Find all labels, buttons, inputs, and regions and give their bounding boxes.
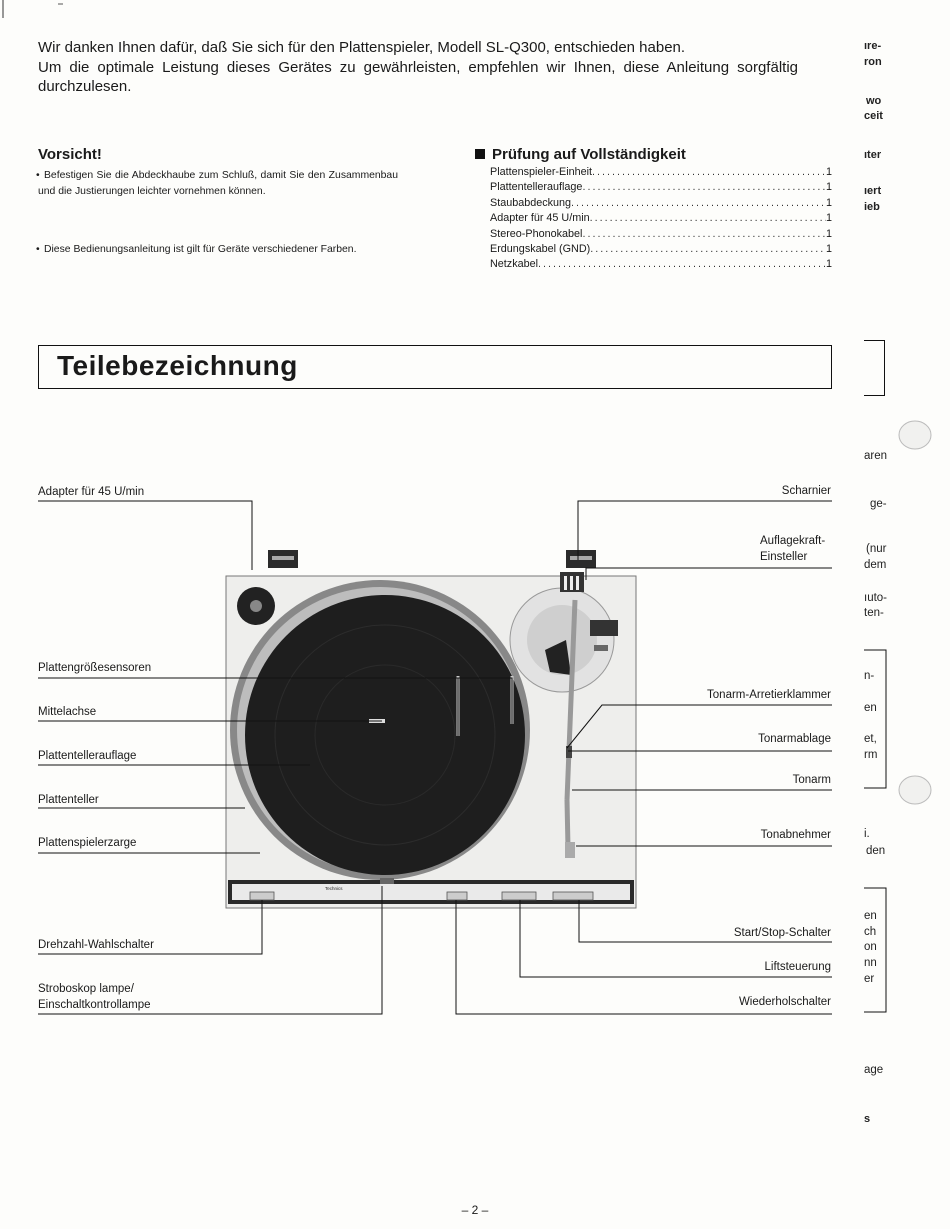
edge-text: den [866,845,886,857]
page-number: – 2 – [461,1203,489,1217]
caution-heading: Vorsicht! [38,146,102,163]
edge-text: wo [866,95,882,107]
edge-text: ieb [864,201,880,213]
edge-text: aren [864,450,888,462]
cartridge [565,842,575,858]
caution-item-2: • Diese Bedienungsanleitung ist gilt für Geräte verschiedener Farben. [38,242,398,258]
edge-text: n- [864,670,875,682]
edge-text: ge- [870,498,887,510]
platter-mat [245,595,525,875]
label-force-1: Auflagekraft- [760,535,826,547]
edge-text: on [864,941,877,953]
leader-adapter [38,501,252,570]
edge-text: age [864,1064,884,1076]
edge-text: (nur [866,543,887,555]
checklist-row: Plattenspieler-Einheit . . . 1 [490,166,832,181]
caution-item-1: • Befestigen Sie die Abdeckhaube zum Schluß, damit Sie den Zusammenbau und die Justierungen leichter vornehmen können. [36,170,398,197]
label-sensors: Plattengrößesensoren [38,662,152,674]
checklist-heading: Prüfung auf Vollständigkeit [475,146,686,163]
edge-text: en [864,910,877,922]
punch-hole [899,776,931,804]
edge-text: ch [864,926,877,938]
label-mat: Plattentellerauflage [38,750,137,762]
label-start-stop: Start/Stop-Schalter [733,927,831,939]
label-spindle: Mittelachse [38,706,97,718]
bullet-icon: • [36,244,40,255]
label-arm-rest: Tonarmablage [758,733,831,745]
checklist-row: Plattentellerauflage . . . 1 [490,181,832,196]
label-adapter: Adapter für 45 U/min [38,486,145,498]
edge-text: i. [864,828,870,840]
checklist-row: Netzkabel . . . 1 [490,258,832,273]
edge-text: en [864,702,877,714]
edge-text: ıter [864,149,882,161]
section-title: Teilebezeichnung [57,350,298,381]
edge-text: ıre- [864,40,882,52]
checklist-row: Erdungskabel (GND) . . . 1 [490,243,832,258]
label-platter: Plattenteller [38,794,99,806]
label-hinge: Scharnier [781,485,831,497]
edge-text: ıuto- [864,592,888,604]
label-cartridge: Tonabnehmer [760,829,831,841]
checklist-row: Stereo-Phonokabel . . . 1 [490,228,832,243]
intro-line-2: Um die optimale Leistung dieses Gerätes zu gewährleisten, empfehlen wir Ihnen, diese Anleitung sorgfältig durchzulesen. [38,58,798,95]
bullet-icon: • [36,170,40,181]
label-arm: Tonarm [792,774,831,786]
label-strobe-2: Einschaltkontrollampe [38,999,151,1011]
label-repeat: Wiederholschalter [738,996,831,1008]
label-force-2: Einsteller [760,551,808,563]
label-arm-clamp: Tonarm-Arretierklammer [707,689,831,701]
label-cabinet: Plattenspielerzarge [38,837,137,849]
edge-text: ıert [864,185,882,197]
edge-text: s [864,1113,871,1125]
edge-text: et, [864,733,877,745]
edge-text: ceit [864,110,883,122]
checklist-row: Adapter für 45 U/min . . . 1 [490,212,832,227]
edge-text: rm [864,749,878,761]
edge-text: nn [864,957,877,969]
label-strobe-1: Stroboskop lampe/ [38,983,134,995]
edge-text: ron [864,56,882,68]
brand-mark: Technics [325,886,343,891]
label-lift: Liftsteuerung [764,961,831,973]
checklist-row: Staubabdeckung . . . 1 [490,197,832,212]
edge-text: dem [864,559,887,571]
edge-text: ten- [864,607,884,619]
punch-hole [899,421,931,449]
label-speed-switch: Drehzahl-Wahlschalter [38,939,154,951]
intro-line-1: Wir danken Ihnen dafür, daß Sie sich für den Plattenspieler, Modell SL-Q300, entschieden haben. [38,39,686,56]
edge-text: er [864,973,875,985]
